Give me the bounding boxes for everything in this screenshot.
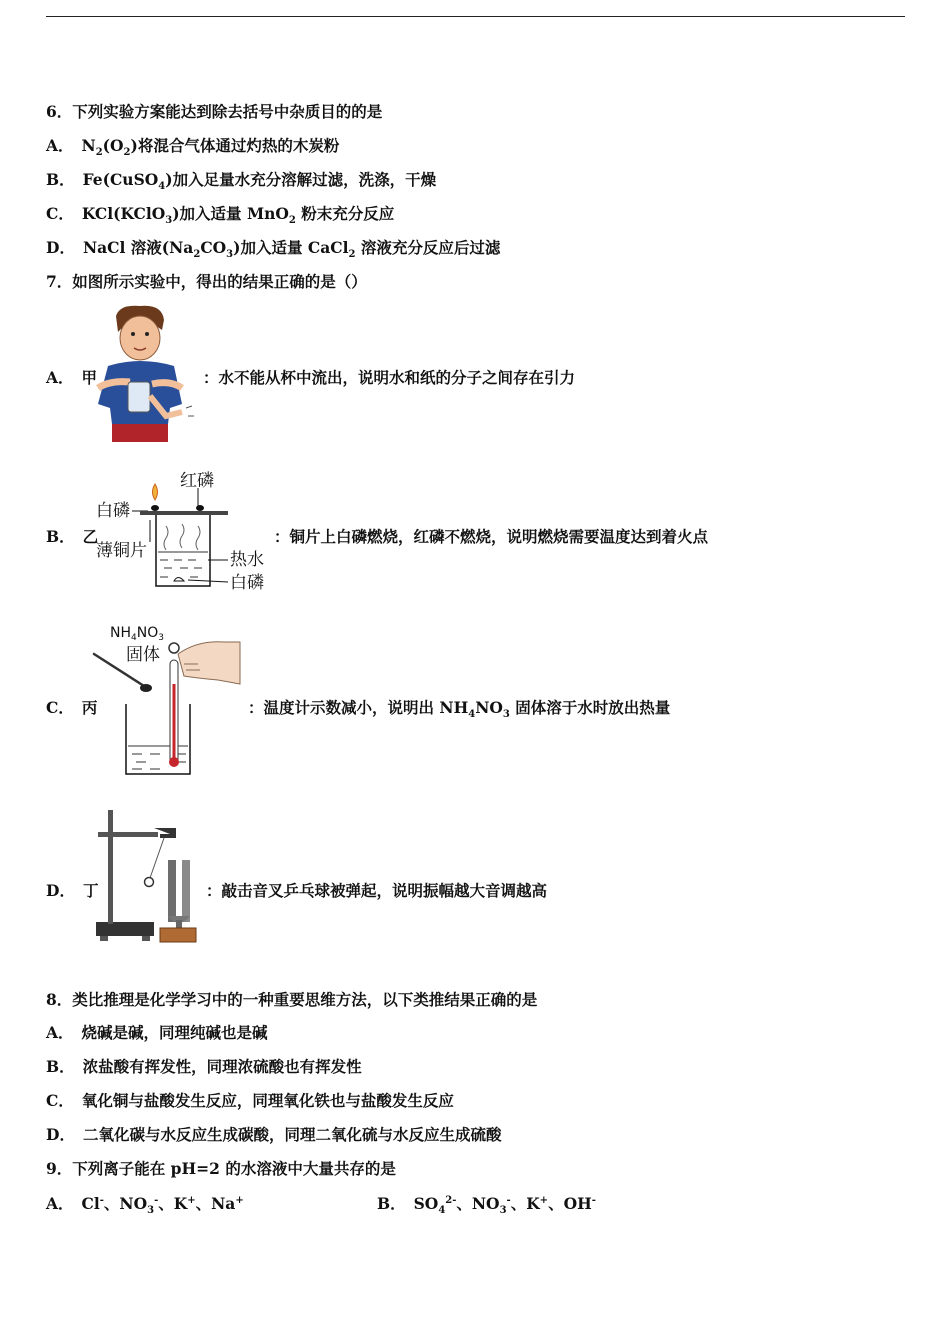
header-rule [46,16,905,17]
option-letter: D． [46,1125,75,1144]
subscript: 2 [95,147,103,159]
figure-label: 丁 [82,881,99,900]
text: 固体溶于水时放出热量 [509,698,671,717]
text: NaCl 溶液(Na [82,238,194,257]
chemical-formula-label [110,625,164,643]
q6-option-c [46,204,395,227]
q7-option-d-text: ：敲击音叉乒乓球被弹起，说明振幅越大音调越高 [206,881,548,900]
q7-option-b-text: ：铜片上白磷燃烧，红磷不燃烧，说明燃烧需要温度达到着火点 [274,527,709,546]
superscript: + [187,1194,196,1206]
superscript: - [99,1194,104,1206]
text: Fe(CuSO [82,170,159,189]
figure-label: 乙 [82,527,99,546]
q6-stem: 6．下列实验方案能达到除去括号中杂质目的的是 [46,102,383,121]
solid-label: 固体 [126,645,160,665]
option-letter: A． [46,136,74,155]
option-letter: B． [46,170,75,189]
text: ：温度计示数减小，说明出 NH [248,698,469,717]
superscript: - [506,1194,511,1206]
white-phosphorus-bottom-label: 白磷 [230,573,264,593]
subscript: 4 [438,1205,446,1217]
option-letter: C． [46,204,74,223]
text: NH [110,625,131,641]
subscript: 3 [499,1205,507,1217]
q7-option-c-label [46,698,97,718]
q8-stem: 8．类比推理是化学学习中的一种重要思维方法，以下类推结果正确的是 [46,990,538,1009]
text: (O [102,136,124,155]
text: )加入足量水充分溶解过滤，洗涤，干燥 [165,170,437,189]
text: SO [413,1194,439,1213]
superscript: - [154,1194,159,1206]
figure-label: 丙 [81,698,98,717]
text: 烧碱是碱，同理纯碱也是碱 [81,1023,268,1042]
q7-stem: 7．如图所示实验中，得出的结果正确的是（） [46,272,367,291]
subscript: 3 [502,709,510,721]
q8-option-a [46,1023,268,1043]
option-letter: C． [46,1091,74,1110]
superscript: - [591,1194,596,1206]
text: )加入适量 MnO [172,204,289,223]
subscript: 2 [348,249,356,261]
q6-option-d [46,238,501,261]
option-letter: A． [46,368,74,387]
q8-option-c [46,1091,454,1111]
text: 、K [510,1194,540,1213]
text: NO [475,698,503,717]
subscript: 3 [165,215,173,227]
q7-option-c-text [248,698,671,721]
q7-option-b-label [46,527,98,547]
text: 、NO [456,1194,500,1213]
q9-stem: 9．下列离子能在 pH=2 的水溶液中大量共存的是 [46,1159,396,1178]
subscript: 4 [158,181,166,193]
subscript: 4 [468,709,476,721]
q7-option-d-label [46,881,98,901]
copper-sheet-label: 薄铜片 [96,541,147,561]
text: 粉末充分反应 [295,204,395,223]
superscript: + [539,1194,549,1206]
option-letter: B． [377,1194,406,1213]
phosphorus-combustion-figure [92,464,272,594]
option-letter: C． [46,698,74,717]
white-phosphorus-top-label: 白磷 [96,501,130,521]
text: 、OH [548,1194,592,1213]
subscript: 3 [158,633,164,643]
subscript: 2 [193,249,201,261]
q6-option-b [46,170,437,193]
option-letter: B． [46,1057,75,1076]
text: CO [200,238,227,257]
text: Cl [81,1194,100,1213]
q8-option-b [46,1057,362,1077]
subscript: 3 [147,1205,155,1217]
option-letter: D． [46,881,75,900]
q6-option-a [46,136,340,159]
text: N [81,136,96,155]
subscript: 3 [226,249,234,261]
text: NO [136,625,159,641]
q9-option-a [46,1194,244,1217]
thermometer-dissolving-figure [92,620,242,778]
figure-label: 甲 [81,368,98,387]
q9-option-b [377,1194,596,1217]
option-letter: A． [46,1194,74,1213]
subscript: 2 [288,215,296,227]
subscript: 4 [131,633,137,643]
tuning-fork-figure [94,808,204,944]
boy-holding-cup-figure [90,304,202,444]
text: 溶液充分反应后过滤 [355,238,501,257]
text: )加入适量 CaCl [233,238,349,257]
q8-option-d [46,1125,501,1145]
text: 氧化铜与盐酸发生反应，同理氧化铁也与盐酸发生反应 [81,1091,454,1110]
text: 、NO [103,1194,148,1213]
text: 浓盐酸有挥发性，同理浓硫酸也有挥发性 [82,1057,362,1076]
hot-water-label: 热水 [230,550,264,570]
option-letter: B． [46,527,75,546]
text: 、Na [195,1194,236,1213]
subscript: 2 [123,147,131,159]
option-letter: A． [46,1023,74,1042]
q7-option-a-text: ：水不能从杯中流出，说明水和纸的分子之间存在引力 [203,368,576,387]
superscript: 2- [445,1194,457,1206]
text: )将混合气体通过灼热的木炭粉 [130,136,340,155]
red-phosphorus-label: 红磷 [180,471,214,491]
text: KCl(KClO [81,204,166,223]
text: 、K [158,1194,188,1213]
superscript: + [235,1194,244,1206]
option-letter: D． [46,238,75,257]
text: 二氧化碳与水反应生成碳酸，同理二氧化硫与水反应生成硫酸 [82,1125,502,1144]
